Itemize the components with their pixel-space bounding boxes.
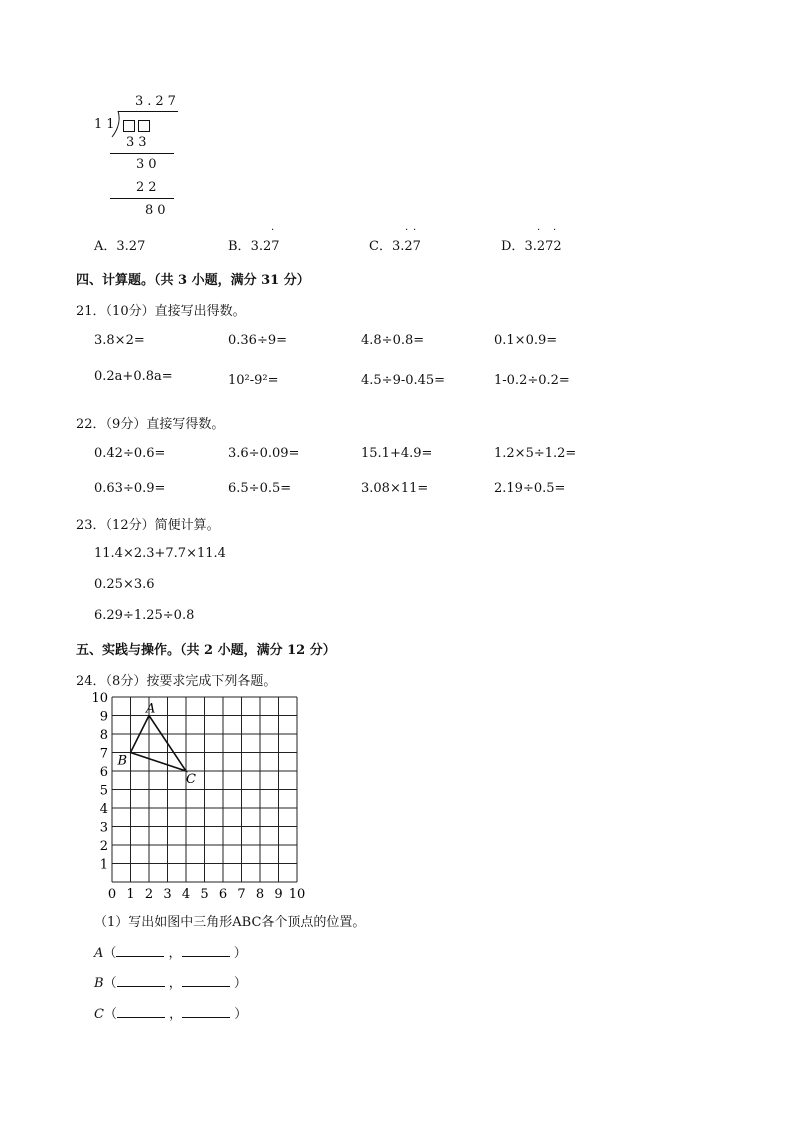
y-tick-label: 6 [99, 765, 108, 780]
section-4-title: 四、计算题。（共 3 小题，满分 31 分） [76, 273, 310, 288]
y-tick-label: 10 [91, 692, 108, 706]
q22-item: 2.19÷0.5= [494, 481, 566, 496]
x-tick-label: 0 [107, 887, 117, 902]
q22-item: 1.2×5÷1.2= [494, 446, 577, 461]
q24-sub1: （1）写出如图中三角形ABC各个顶点的位置。 [94, 915, 366, 930]
q21-item: 0.1×0.9= [494, 333, 558, 348]
repeat-dot: · [537, 225, 541, 236]
y-tick-label: 8 [99, 728, 108, 743]
division-bracket [110, 110, 122, 138]
q22-item: 15.1+4.9= [361, 446, 433, 461]
q21-item: 0.36÷9= [228, 333, 288, 348]
q23-item: 0.25×3.6 [94, 577, 155, 592]
x-tick-label: 10 [288, 887, 306, 902]
division-quotient: 3.27 [135, 94, 180, 109]
division-line-2 [110, 198, 174, 199]
division-row-3: 22 [136, 180, 161, 195]
x-tick-label: 5 [200, 887, 209, 902]
q22-item: 6.5÷0.5= [228, 481, 292, 496]
answer-blank[interactable] [117, 974, 165, 987]
q22-title: 22．（9分）直接写得数。 [76, 417, 225, 432]
option-a: A．3.27 [94, 239, 146, 254]
y-tick-label: 2 [99, 839, 108, 854]
x-tick-label: 6 [218, 887, 228, 902]
x-tick-label: 4 [181, 887, 191, 902]
answer-blank[interactable] [182, 944, 230, 957]
triangle-abc [131, 716, 187, 772]
y-tick-label: 3 [99, 820, 108, 836]
vertex-label-b: B [117, 753, 128, 769]
division-row-1: 33 [126, 135, 151, 150]
coordinate-grid [88, 692, 318, 904]
division-divisor: 11 [94, 117, 119, 132]
q23-item: 6.29÷1.25÷0.8 [94, 608, 195, 623]
q22-item: 0.63÷0.9= [94, 481, 166, 496]
dividend-boxes [123, 115, 153, 134]
q22-item: 3.08×11= [361, 481, 429, 496]
option-c: C．3.27 [369, 239, 421, 254]
division-row-2: 30 [136, 157, 161, 172]
answer-blank[interactable] [117, 1005, 165, 1018]
x-tick-label: 9 [274, 887, 283, 902]
answer-blank[interactable] [182, 974, 230, 987]
x-tick-label: 1 [126, 887, 135, 902]
vertex-label-c: C [186, 772, 196, 787]
answer-blank[interactable] [182, 1005, 230, 1018]
q23-item: 11.4×2.3+7.7×11.4 [94, 546, 226, 561]
answer-row-c: C（ ， ） [94, 1007, 248, 1022]
y-tick-label: 7 [99, 746, 108, 762]
option-d: D．3.272 [501, 239, 562, 254]
x-tick-label: 2 [144, 887, 154, 902]
q21-item: 10²-9²= [228, 373, 279, 388]
q21-item: 0.2a+0.8a= [94, 369, 173, 384]
repeat-dot: · [553, 225, 557, 236]
q21-item: 3.8×2= [94, 333, 145, 348]
q21-title: 21．（10分）直接写出得数。 [76, 304, 246, 319]
answer-row-a: A（ ， ） [94, 946, 247, 961]
repeat-dot: · [413, 225, 417, 236]
q21-item: 4.8÷0.8= [361, 333, 425, 348]
division-row-4: 80 [145, 203, 170, 218]
answer-row-b: B（ ， ） [94, 976, 247, 991]
y-tick-label: 9 [99, 709, 108, 725]
q21-item: 4.5÷9-0.45= [361, 373, 446, 388]
y-tick-label: 5 [99, 783, 108, 799]
x-tick-label: 8 [255, 887, 265, 902]
q22-item: 0.42÷0.6= [94, 446, 166, 461]
answer-blank[interactable] [116, 944, 164, 957]
q23-title: 23．（12分）简便计算。 [76, 518, 220, 533]
q24-title: 24．（8分）按要求完成下列各题。 [76, 674, 277, 689]
section-5-title: 五、实践与操作。（共 2 小题，满分 12 分） [76, 643, 336, 658]
y-tick-label: 4 [99, 802, 108, 817]
y-tick-label: 1 [99, 857, 108, 873]
q21-item: 1-0.2÷0.2= [494, 373, 570, 388]
x-tick-label: 7 [237, 887, 246, 902]
x-tick-label: 3 [163, 887, 172, 902]
division-bar [118, 111, 178, 112]
vertex-label-a: A [146, 701, 156, 717]
q22-item: 3.6÷0.09= [228, 446, 300, 461]
repeat-dot: · [405, 225, 409, 236]
repeat-dot: · [271, 225, 275, 236]
option-b: B．3.27 [228, 239, 280, 254]
division-line-1 [110, 153, 174, 154]
